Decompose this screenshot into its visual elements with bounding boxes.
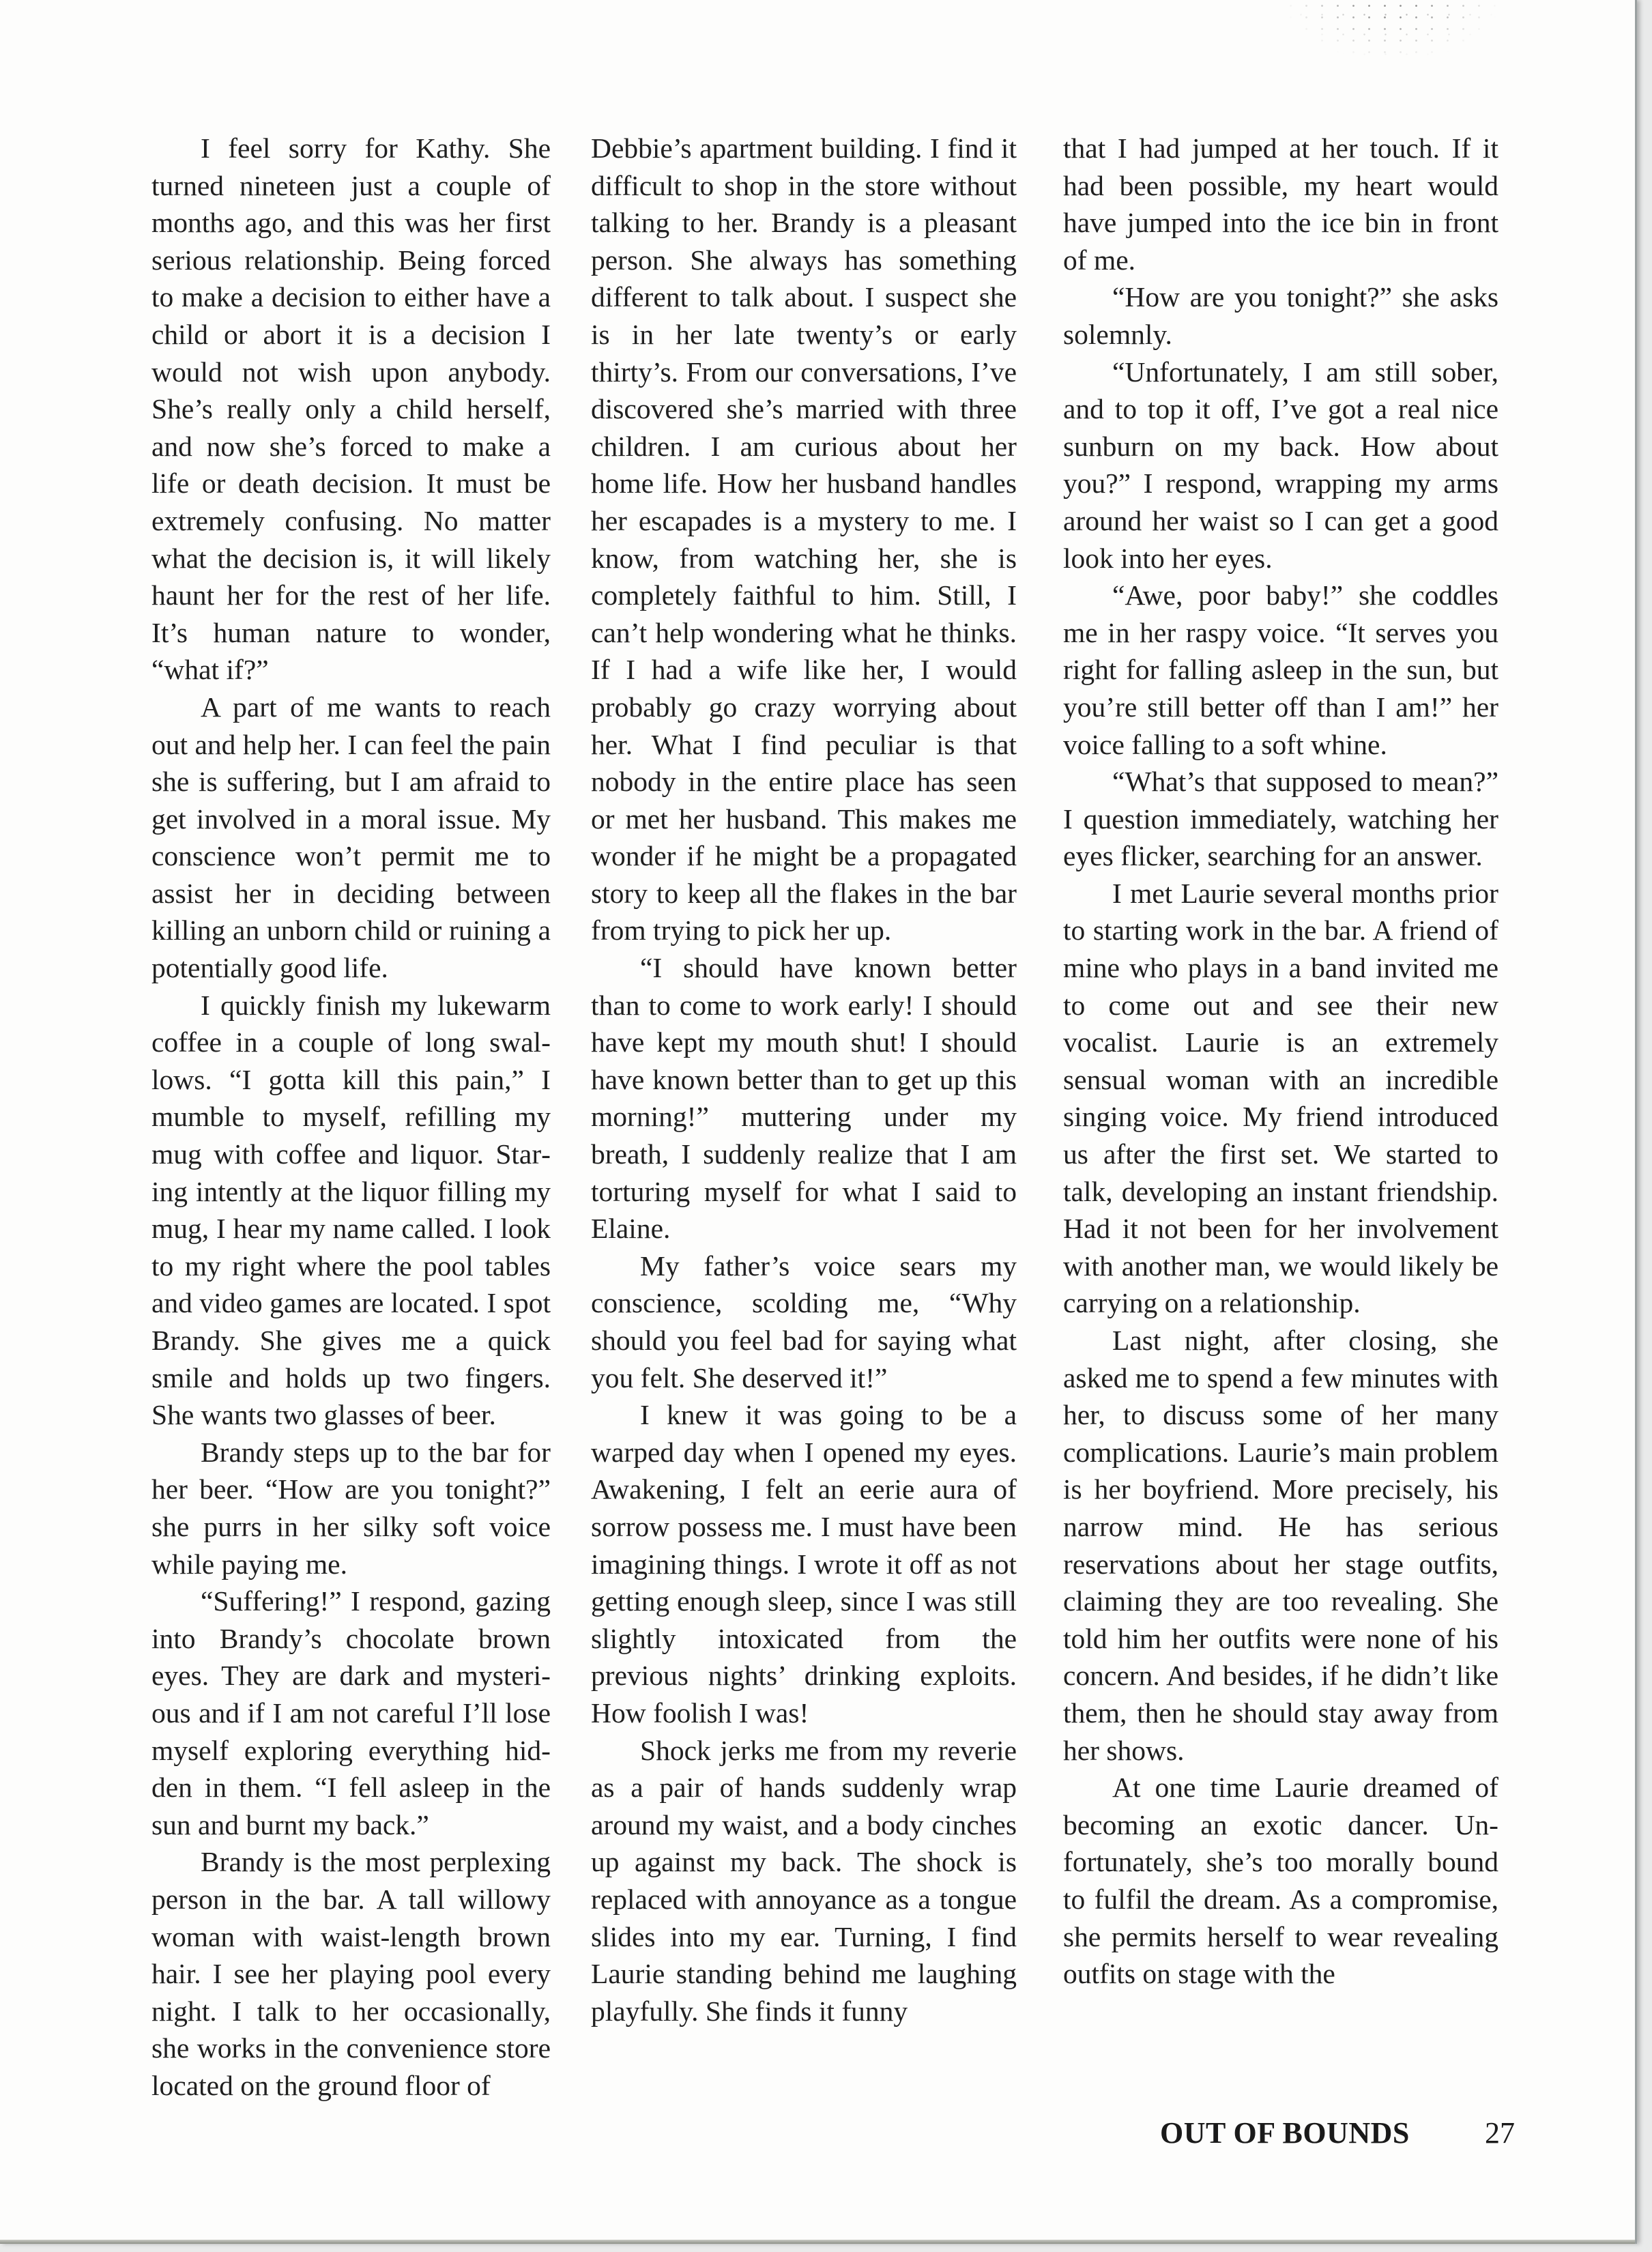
paragraph: “I should have known better than to come to work early! I should have kept my mouth shut! I should have known better than to get up this morning!” muttering under my breath, I suddenly realize that I am torturing myself for what I said to Elaine. (591, 952, 1017, 1245)
paragraph: Brandy steps up to the bar for her beer. “How are you tonight?” she purrs in her silky soft voice while paying me. (151, 1436, 551, 1580)
paragraph: Brandy is the most perplexing person in the bar. A tall willowy woman with waist-length brown hair. I see her playing pool every night. I talk to her occasionally, she works in the convenience store located on the ground floor of (151, 1846, 551, 2101)
paragraph: A part of me wants to reach out and help her. I can feel the pain she is suffering, but I am afraid to get involved in a moral issue. My conscience won’t permit me to assist her in deciding between killing an unborn child or ruining a potentially good life. (151, 691, 551, 984)
page-bottom-edge (0, 2240, 1635, 2244)
text-column-1 (151, 130, 551, 2104)
paragraph: “What’s that supposed to mean?” I question immediately, watching her eyes flicker, searching for an answer. (1063, 766, 1498, 872)
scan-speckle-noise (1283, 0, 1501, 61)
paragraph: Last night, after closing, she asked me to spend a few minutes with her, to discuss some of her many complications. Laurie’s main problem is her boyfriend. More precisely, his narrow mind. He has serious reservations about her stage outfits, claiming they are too revealing. She told him her outfits were none of his concern. And besides, if he didn’t like them, then he should stay away from her shows. (1063, 1325, 1498, 1766)
paragraph-continued: that I had jumped at her touch. If it had been possible, my heart would have jumped into the ice bin in front of me. (1063, 132, 1498, 276)
paragraph: I quickly finish my lukewarm coffee in a couple of long swallows. “I gotta kill this pain,” I mumble to myself, refilling my mug with coffee and liquor. Staring intently at the liquor filling my mug, I hear my name called. I look to my right where the pool tables and video games are located. I spot Brandy. She gives me a quick smile and holds up two fingers. She wants two glasses of beer. (151, 989, 551, 1431)
page-footer (1160, 2116, 1515, 2156)
paragraph: At one time Laurie dreamed of becoming an exotic dancer. Unfortunately, she’s too morally bound to fulfil the dream. As a compromise, she permits herself to wear revealing outfits on stage with the (1063, 1772, 1498, 1990)
publication-title: OUT OF BOUNDS (1160, 2116, 1410, 2150)
paragraph: I knew it was going to be a warped day when I opened my eyes. Awakening, I felt an eerie aura of sorrow possess me. I must have been imagining things. I wrote it off as not getting enough sleep, since I was still slightly intoxicated from the previous nights’ drinking exploits. How foolish I was! (591, 1399, 1017, 1729)
page-number: 27 (1485, 2116, 1515, 2150)
paragraph: “Awe, poor baby!” she coddles me in her raspy voice. “It serves you right for falling asleep in the sun, but you’re still better off than I am!” her voice falling to a soft whine. (1063, 579, 1498, 760)
paragraph-continued: Debbie’s apartment building. I find it difficult to shop in the store without talking to her. Brandy is a pleasant person. She always has something different to talk about. I suspect she is in her late twenty’s or early thirty’s. From our conversations, I’ve discovered she’s married with three children. I am curious about her home life. How her husband handles her escapades is a mystery to me. I know, from watching her, she is completely faithful to him. Still, I can’t help wondering what he thinks. If I had a wife like her, I would probably go crazy worrying about her. What I find peculiar is that nobody in the entire place has seen or met her husband. This makes me wonder if he might be a propagated story to keep all the flakes in the bar from trying to pick her up. (591, 132, 1017, 947)
paragraph: “Suffering!” I respond, gazing into Brandy’s chocolate brown eyes. They are dark and mysterious and if I am not careful I’ll lose myself exploring everything hidden in them. “I fell asleep in the sun and burnt my back.” (151, 1585, 551, 1840)
text-column-3 (1063, 130, 1498, 1993)
paragraph: “How are you tonight?” she asks solemnly. (1063, 281, 1498, 350)
paragraph: I feel sorry for Kathy. She turned nineteen just a couple of months ago, and this was her first serious relationship. Being forced to make a decision to either have a child or abort it is a decision I would not wish upon anybody. She’s really only a child herself, and now she’s forced to make a life or death decision. It must be extremely confusing. No matter what the decision is, it will likely haunt her for the rest of her life. It’s human nature to wonder, “what if?” (151, 132, 551, 686)
paragraph: Shock jerks me from my reverie as a pair of hands suddenly wrap around my waist, and a body cinches up against my back. The shock is replaced with annoyance as a tongue slides into my ear. Turning, I find Laurie standing behind me laughing playfully. She finds it funny (591, 1734, 1017, 2027)
paragraph: I met Laurie several months prior to starting work in the bar. A friend of mine who plays in a band invited me to come out and see their new vocalist. Laurie is an extremely sensual woman with an incredible singing voice. My friend introduced us after the first set. We started to talk, developing an instant friendship. Had it not been for her involvement with another man, we would likely be carrying on a relationship. (1063, 877, 1498, 1319)
paragraph: My father’s voice sears my conscience, scolding me, “Why should you feel bad for saying what you felt. She deserved it!” (591, 1250, 1017, 1394)
text-column-2 (591, 130, 1017, 2030)
paragraph: “Unfortunately, I am still sober, and to top it off, I’ve got a real nice sunburn on my back. How about you?” I respond, wrapping my arms around her waist so I can get a good look into her eyes. (1063, 356, 1498, 574)
